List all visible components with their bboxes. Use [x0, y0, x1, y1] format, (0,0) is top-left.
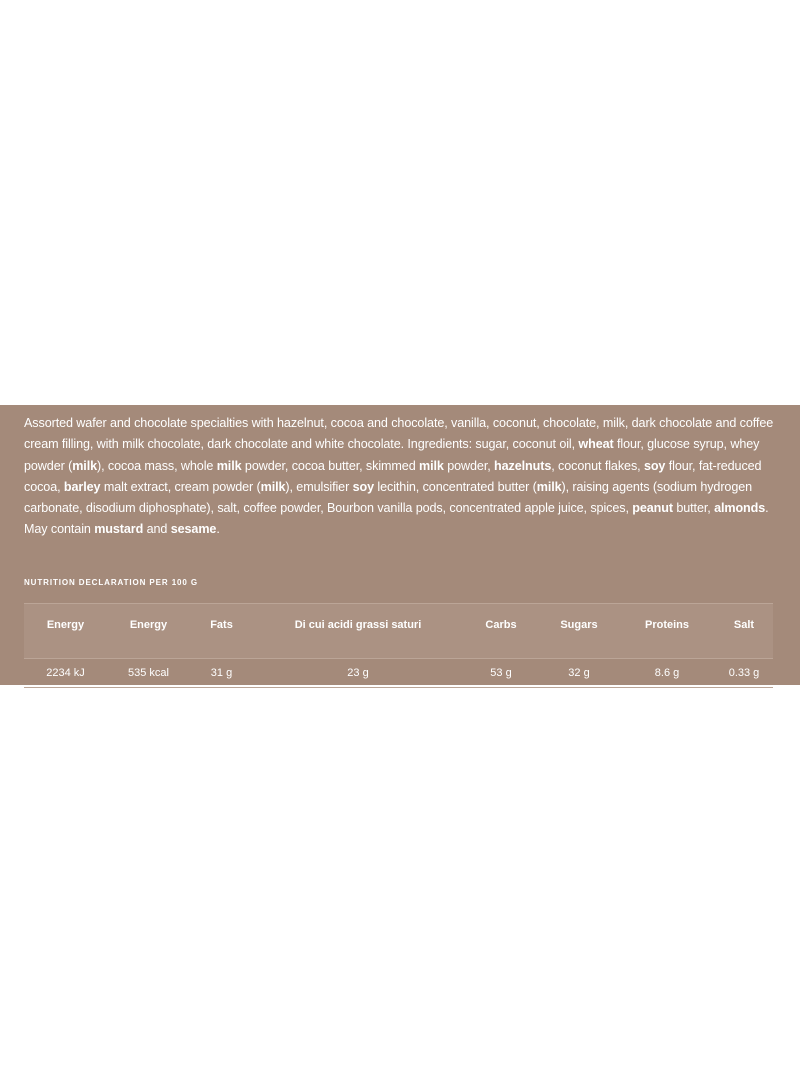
ingredients-segment: ), raising agents (sodium hydrogen carbonate, disodium diphosphate), salt, coffee powder, Bourbon vanilla pods, concentrated apple juice, spices, [24, 479, 753, 516]
ingredients-segment: , coconut flakes, [551, 458, 644, 473]
ingredients-segment: flour, glucose syrup, whey powder ( [24, 437, 760, 473]
header-salt: Salt [715, 603, 773, 658]
ingredients-segment: and [143, 522, 171, 537]
allergen-text: almonds [714, 501, 766, 516]
allergen-text: wheat [578, 437, 614, 452]
nutrition-declaration-title: NUTRITION DECLARATION PER 100 G [24, 577, 198, 587]
header-proteins: Proteins [619, 603, 715, 658]
allergen-text: milk [72, 458, 98, 473]
header-carbs: Carbs [463, 603, 539, 658]
ingredients-segment: powder, cocoa butter, skimmed [241, 458, 420, 473]
ingredients-segment: powder, [443, 458, 495, 473]
ingredients-segment: flour, fat-reduced cocoa, [24, 458, 762, 494]
cell-energy-kcal: 535 kcal [107, 658, 190, 687]
allergen-text: milk [536, 479, 562, 494]
allergen-text: hazelnuts [494, 458, 552, 473]
header-energy-kcal: Energy [107, 603, 190, 658]
ingredients-segment: ), cocoa mass, whole [97, 458, 217, 473]
allergen-text: milk [216, 458, 242, 473]
product-info-panel [0, 405, 800, 685]
ingredients-segment: . [216, 522, 220, 537]
ingredients-text [24, 413, 776, 541]
header-energy-kj: Energy [24, 603, 107, 658]
ingredients-segment: malt extract, cream powder ( [100, 479, 261, 494]
allergen-text: soy [643, 458, 666, 473]
ingredients-segment: ), emulsifier [285, 479, 353, 494]
cell-saturated-fats: 23 g [253, 658, 463, 687]
cell-energy-kj: 2234 kJ [24, 658, 107, 687]
ingredients-segment: . May contain [24, 501, 769, 537]
allergen-text: milk [419, 458, 444, 473]
allergen-text: barley [63, 479, 101, 494]
header-sugars: Sugars [539, 603, 619, 658]
cell-salt: 0.33 g [715, 658, 773, 687]
table-row [24, 658, 773, 687]
allergen-text: sesame [170, 522, 217, 537]
ingredients-segment: Assorted wafer and chocolate specialties with hazelnut, cocoa and chocolate, vanilla, coconut, chocolate, milk, dark chocolate and coffee cream filling, with milk chocolate, dark chocolate and white chocolate. Ingredients: sugar, coconut oil, [24, 416, 774, 452]
allergen-text: milk [260, 479, 286, 494]
cell-carbs: 53 g [463, 658, 539, 687]
cell-sugars: 32 g [539, 658, 619, 687]
nutrition-header-row [24, 603, 773, 658]
allergen-text: soy [352, 479, 374, 494]
allergen-text: peanut [632, 501, 673, 516]
allergen-text: mustard [94, 522, 144, 537]
header-fats: Fats [190, 603, 253, 658]
nutrition-table [24, 603, 773, 688]
ingredients-segment: butter, [672, 501, 715, 516]
cell-fats: 31 g [190, 658, 253, 687]
ingredients-segment: lecithin, concentrated butter ( [374, 479, 537, 494]
header-saturated-fats: Di cui acidi grassi saturi [253, 603, 463, 658]
cell-proteins: 8.6 g [619, 658, 715, 687]
